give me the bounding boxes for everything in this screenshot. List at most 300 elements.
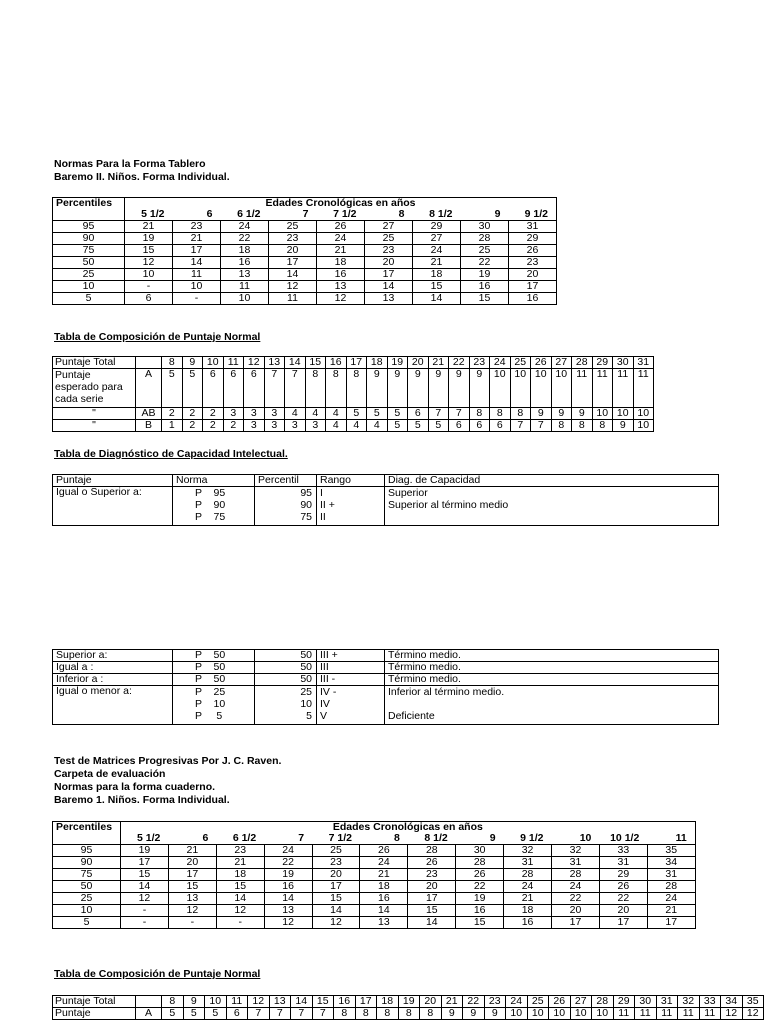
value-cell: 6: [490, 420, 511, 432]
score-cell: -: [121, 905, 169, 917]
total-cell: 10: [203, 357, 224, 369]
value-cell: 10: [613, 408, 634, 420]
score-cell: 14: [312, 905, 360, 917]
score-cell: 25: [269, 221, 317, 233]
diag-norma: P 5: [195, 710, 223, 722]
total-cell: 32: [678, 996, 700, 1008]
value-cell: 9: [428, 369, 449, 408]
age-header: 6: [173, 209, 221, 221]
comp2-title: Tabla de Composición de Puntaje Normal: [54, 968, 261, 980]
score-cell: 23: [269, 233, 317, 245]
diag-capacidad: Término medio.: [385, 650, 719, 662]
score-cell: 21: [317, 245, 365, 257]
value-cell: 9: [572, 408, 593, 420]
score-cell: 12: [264, 917, 312, 929]
score-cell: -: [173, 293, 221, 305]
serie-cell: A: [136, 369, 162, 408]
total-cell: 15: [312, 996, 334, 1008]
score-cell: 26: [456, 869, 504, 881]
score-cell: 13: [264, 905, 312, 917]
score-cell: 13: [168, 893, 216, 905]
score-cell: 14: [408, 917, 456, 929]
score-cell: 13: [317, 281, 365, 293]
total-cell: 12: [248, 996, 270, 1008]
value-cell: 8: [305, 369, 326, 408]
percentile-cell: 25: [53, 269, 125, 281]
score-cell: 12: [216, 905, 264, 917]
total-cell: 15: [305, 357, 326, 369]
score-cell: 26: [408, 857, 456, 869]
diag-row: [53, 650, 719, 662]
total-cell: 22: [463, 996, 485, 1008]
ditto-label: ": [53, 420, 136, 432]
ditto-label: ": [53, 408, 136, 420]
score-cell: 20: [365, 257, 413, 269]
value-cell: 8: [377, 1008, 399, 1020]
diag-percentil: 50: [255, 674, 317, 686]
percentile-cell: 75: [53, 245, 125, 257]
score-cell: 21: [360, 869, 408, 881]
table-row: [53, 281, 557, 293]
score-cell: 15: [168, 881, 216, 893]
value-cell: 11: [572, 369, 593, 408]
diag-group-row: [53, 487, 719, 526]
value-cell: 11: [592, 369, 613, 408]
score-cell: 22: [264, 857, 312, 869]
score-cell: 12: [317, 293, 365, 305]
total-cell: 35: [742, 996, 764, 1008]
value-cell: 4: [305, 408, 326, 420]
total-cell: 17: [355, 996, 377, 1008]
total-cell: 20: [408, 357, 429, 369]
comp1-title: Tabla de Composición de Puntaje Normal: [54, 331, 261, 343]
score-cell: 29: [599, 869, 647, 881]
diag-label: Inferior a :: [53, 674, 173, 686]
diag-group-label: Igual o menor a:: [53, 686, 173, 725]
doc-title: Normas Para la Forma Tablero: [54, 158, 206, 170]
value-cell: 3: [264, 420, 285, 432]
table-row: [53, 269, 557, 281]
diag-norma: P 90: [195, 499, 226, 511]
total-cell: 19: [387, 357, 408, 369]
value-cell: 5: [387, 408, 408, 420]
age-header: 6 1/2: [216, 833, 264, 845]
score-cell: 19: [121, 845, 169, 857]
header-row: [53, 822, 696, 834]
score-cell: 15: [312, 893, 360, 905]
score-cell: 20: [599, 905, 647, 917]
value-cell: 10: [592, 408, 613, 420]
diag-table-1: [52, 474, 719, 526]
total-cell: 28: [572, 357, 593, 369]
total-cell: 26: [549, 996, 571, 1008]
score-cell: 21: [173, 233, 221, 245]
value-cell: 7: [428, 408, 449, 420]
age-header: 8 1/2: [413, 209, 461, 221]
value-cell: 7: [510, 420, 531, 432]
score-cell: 16: [461, 281, 509, 293]
value-cell: 8: [355, 1008, 377, 1020]
value-cell: 11: [613, 369, 634, 408]
score-cell: 24: [221, 221, 269, 233]
value-cell: 7: [269, 1008, 291, 1020]
diag-percentil: 90: [300, 499, 312, 511]
value-cell: 4: [346, 420, 367, 432]
table-row: [53, 857, 696, 869]
diag-percentil: 75: [300, 511, 312, 523]
score-cell: 16: [509, 293, 557, 305]
value-cell: 2: [162, 408, 183, 420]
value-cell: 5: [183, 1008, 205, 1020]
value-cell: 10: [531, 369, 552, 408]
total-cell: 19: [398, 996, 420, 1008]
age-header: 10: [552, 833, 600, 845]
age-header: 9: [456, 833, 504, 845]
total-cell: 17: [346, 357, 367, 369]
score-cell: 17: [647, 917, 695, 929]
value-cell: 10: [570, 1008, 592, 1020]
score-cell: 11: [173, 269, 221, 281]
score-cell: -: [168, 917, 216, 929]
value-cell: 10: [506, 1008, 528, 1020]
value-cell: 2: [182, 408, 203, 420]
score-cell: 18: [360, 881, 408, 893]
value-cell: 9: [484, 1008, 506, 1020]
score-cell: 17: [408, 893, 456, 905]
value-cell: 9: [408, 369, 429, 408]
percentiles-header: Percentiles: [53, 198, 125, 210]
serie-row: [53, 369, 654, 408]
diag-percentil: 95: [300, 487, 312, 499]
percentiles-header: Percentiles: [53, 822, 121, 834]
table-row: [53, 233, 557, 245]
value-cell: 10: [490, 369, 511, 408]
value-cell: 3: [244, 420, 265, 432]
age-header: 6 1/2: [221, 209, 269, 221]
score-cell: 19: [461, 269, 509, 281]
value-cell: 3: [244, 408, 265, 420]
total-cell: 31: [656, 996, 678, 1008]
diag-rango: III: [317, 662, 385, 674]
puntaje-label: Puntaje: [53, 1008, 136, 1020]
diag-rango-cell: [317, 487, 385, 526]
doc-header-2: [54, 755, 281, 807]
value-cell: 2: [223, 420, 244, 432]
score-cell: 29: [509, 233, 557, 245]
value-cell: 3: [223, 408, 244, 420]
value-cell: 1: [162, 420, 183, 432]
diag-norma: P 50: [173, 662, 255, 674]
age-header: 9 1/2: [504, 833, 552, 845]
score-cell: 28: [408, 845, 456, 857]
value-cell: 8: [326, 369, 347, 408]
value-cell: 10: [510, 369, 531, 408]
score-cell: 24: [504, 881, 552, 893]
diag-group-label: Igual o Superior a:: [53, 487, 173, 526]
diag-percentil-cell: [255, 487, 317, 526]
total-cell: 31: [633, 357, 654, 369]
score-cell: 17: [312, 881, 360, 893]
value-cell: 10: [551, 369, 572, 408]
score-cell: 18: [221, 245, 269, 257]
score-cell: 29: [413, 221, 461, 233]
score-cell: 26: [509, 245, 557, 257]
score-cell: 12: [269, 281, 317, 293]
value-cell: 4: [326, 408, 347, 420]
age-header: 9: [461, 209, 509, 221]
score-cell: 11: [221, 281, 269, 293]
value-cell: 9: [441, 1008, 463, 1020]
score-cell: 27: [413, 233, 461, 245]
doc-subtitle: Baremo II. Niños. Forma Individual.: [54, 171, 230, 183]
diag-percentil: 5: [306, 710, 312, 722]
score-cell: 23: [312, 857, 360, 869]
score-cell: 28: [461, 233, 509, 245]
table-row: [53, 245, 557, 257]
score-cell: 20: [509, 269, 557, 281]
diag-rango: I: [320, 487, 323, 499]
diag-norma-cell: [173, 487, 255, 526]
total-cell: 28: [592, 996, 614, 1008]
value-cell: 6: [223, 369, 244, 408]
diag-header: Norma: [173, 475, 255, 487]
score-cell: 14: [413, 293, 461, 305]
score-cell: 15: [413, 281, 461, 293]
score-cell: 15: [408, 905, 456, 917]
score-cell: 20: [168, 857, 216, 869]
score-cell: 18: [413, 269, 461, 281]
score-cell: 30: [461, 221, 509, 233]
diag-capacidad: Inferior al término medio.: [388, 686, 505, 698]
percentile-cell: 90: [53, 857, 121, 869]
percentile-cell: 90: [53, 233, 125, 245]
score-cell: -: [216, 917, 264, 929]
score-cell: 6: [125, 293, 173, 305]
score-cell: 12: [312, 917, 360, 929]
age-header: 7 1/2: [317, 209, 365, 221]
value-cell: 4: [367, 420, 388, 432]
value-cell: 4: [285, 408, 306, 420]
percentile-cell: 95: [53, 845, 121, 857]
score-cell: 32: [504, 845, 552, 857]
score-cell: 14: [121, 881, 169, 893]
value-cell: 2: [203, 420, 224, 432]
score-cell: 20: [408, 881, 456, 893]
diag-capacidad: [388, 511, 715, 523]
score-cell: 14: [216, 893, 264, 905]
score-cell: 10: [173, 281, 221, 293]
diag-percentil: 25: [300, 686, 312, 698]
baremo1-table: [52, 821, 696, 929]
diag-rango: II +: [320, 499, 335, 511]
score-cell: 20: [552, 905, 600, 917]
percentiles-header-blank: [53, 209, 125, 221]
diag-percentil: 10: [300, 698, 312, 710]
score-cell: 31: [647, 869, 695, 881]
comp2-table: [52, 995, 764, 1020]
ages-header: Edades Cronológicas en años: [121, 822, 696, 834]
score-cell: 18: [504, 905, 552, 917]
score-cell: 18: [216, 869, 264, 881]
score-cell: 21: [125, 221, 173, 233]
score-cell: 21: [413, 257, 461, 269]
score-cell: 21: [647, 905, 695, 917]
value-cell: 8: [398, 1008, 420, 1020]
diag-norma: P 50: [173, 650, 255, 662]
value-cell: 11: [699, 1008, 721, 1020]
score-cell: 19: [264, 869, 312, 881]
score-cell: 21: [216, 857, 264, 869]
value-cell: 11: [633, 369, 654, 408]
score-cell: 31: [509, 221, 557, 233]
total-cell: 9: [182, 357, 203, 369]
total-cell: 29: [613, 996, 635, 1008]
total-cell: 16: [326, 357, 347, 369]
esperado-label: Puntaje esperado para cada serie: [53, 369, 136, 408]
total-cell: 18: [377, 996, 399, 1008]
score-cell: 23: [408, 869, 456, 881]
value-cell: 5: [408, 420, 429, 432]
total-cell: 18: [367, 357, 388, 369]
value-cell: 11: [635, 1008, 657, 1020]
value-cell: 7: [291, 1008, 313, 1020]
diag-norma-cell: [173, 686, 255, 725]
value-cell: 6: [226, 1008, 248, 1020]
value-cell: 2: [203, 408, 224, 420]
value-cell: 6: [203, 369, 224, 408]
value-cell: 7: [449, 408, 470, 420]
value-cell: 9: [367, 369, 388, 408]
value-cell: 6: [449, 420, 470, 432]
score-cell: 16: [456, 905, 504, 917]
value-cell: 9: [469, 369, 490, 408]
score-cell: 14: [269, 269, 317, 281]
diag-norma: P 75: [195, 511, 226, 523]
score-cell: 22: [456, 881, 504, 893]
total-cell: 8: [162, 357, 183, 369]
value-cell: 8: [420, 1008, 442, 1020]
serie-row: [53, 420, 654, 432]
value-cell: 5: [162, 1008, 184, 1020]
percentile-cell: 10: [53, 281, 125, 293]
total-cell: 21: [428, 357, 449, 369]
diag-rango-cell: [317, 686, 385, 725]
value-cell: 10: [527, 1008, 549, 1020]
age-header: 11: [647, 833, 695, 845]
score-cell: 19: [456, 893, 504, 905]
value-cell: 8: [572, 420, 593, 432]
score-cell: 22: [552, 893, 600, 905]
diag-norma: P 95: [195, 487, 226, 499]
score-cell: -: [125, 281, 173, 293]
total-cell: 8: [162, 996, 184, 1008]
score-cell: 28: [647, 881, 695, 893]
score-cell: 33: [599, 845, 647, 857]
age-header: 7 1/2: [312, 833, 360, 845]
value-cell: 6: [244, 369, 265, 408]
score-cell: 16: [360, 893, 408, 905]
total-cell: 29: [592, 357, 613, 369]
value-cell: 10: [633, 408, 654, 420]
score-cell: 28: [504, 869, 552, 881]
score-cell: 11: [269, 293, 317, 305]
score-cell: 21: [504, 893, 552, 905]
serie-cell: AB: [136, 408, 162, 420]
age-header: 5 1/2: [125, 209, 173, 221]
score-cell: 28: [456, 857, 504, 869]
percentile-cell: 75: [53, 869, 121, 881]
score-cell: 17: [599, 917, 647, 929]
value-cell: 7: [531, 420, 552, 432]
doc2-line: Baremo 1. Niños. Forma Individual.: [54, 794, 230, 806]
age-header: 10 1/2: [599, 833, 647, 845]
score-cell: 12: [125, 257, 173, 269]
score-cell: 23: [173, 221, 221, 233]
diag-row: [53, 674, 719, 686]
score-cell: 28: [552, 869, 600, 881]
value-cell: 8: [510, 408, 531, 420]
value-cell: 7: [248, 1008, 270, 1020]
score-cell: 25: [312, 845, 360, 857]
score-cell: 13: [221, 269, 269, 281]
value-cell: 10: [592, 1008, 614, 1020]
score-cell: 26: [599, 881, 647, 893]
score-cell: 12: [168, 905, 216, 917]
score-cell: 23: [365, 245, 413, 257]
serie-blank: [136, 357, 162, 369]
score-cell: -: [121, 917, 169, 929]
value-cell: 3: [264, 408, 285, 420]
total-label: Puntaje Total: [53, 996, 136, 1008]
score-cell: 12: [121, 893, 169, 905]
score-cell: 14: [264, 893, 312, 905]
score-cell: 14: [365, 281, 413, 293]
value-cell: 8: [334, 1008, 356, 1020]
value-cell: 9: [449, 369, 470, 408]
value-cell: 3: [305, 420, 326, 432]
score-cell: 31: [599, 857, 647, 869]
total-cell: 14: [285, 357, 306, 369]
serie-cell: A: [136, 1008, 162, 1020]
value-cell: 9: [613, 420, 634, 432]
total-cell: 23: [469, 357, 490, 369]
total-cell: 33: [699, 996, 721, 1008]
score-cell: 35: [647, 845, 695, 857]
score-cell: 19: [125, 233, 173, 245]
value-cell: 11: [656, 1008, 678, 1020]
total-cell: 24: [506, 996, 528, 1008]
total-cell: 10: [205, 996, 227, 1008]
diag-capacidad-cell: [385, 686, 719, 725]
value-cell: 12: [742, 1008, 764, 1020]
totals-row: [53, 996, 764, 1008]
score-cell: 17: [173, 245, 221, 257]
score-cell: 10: [125, 269, 173, 281]
value-cell: 8: [346, 369, 367, 408]
total-cell: 27: [551, 357, 572, 369]
value-cell: 7: [312, 1008, 334, 1020]
age-header: 8: [365, 209, 413, 221]
percentile-cell: 25: [53, 893, 121, 905]
diag-capacidad: [388, 698, 715, 710]
diag-norma: P 25: [195, 686, 226, 698]
diag-rango: II: [320, 511, 326, 523]
value-cell: 5: [346, 408, 367, 420]
age-header: 7: [264, 833, 312, 845]
score-cell: 13: [360, 917, 408, 929]
serie-cell: B: [136, 420, 162, 432]
score-cell: 30: [456, 845, 504, 857]
